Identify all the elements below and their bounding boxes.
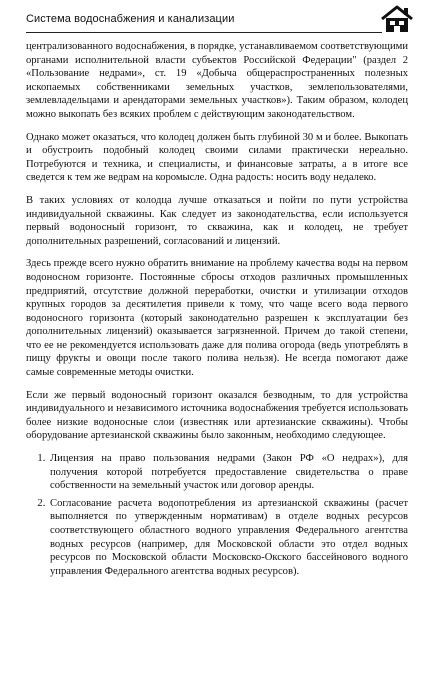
list-item: 1. Лицензия на право пользования недрами (Закон РФ «О недрах»), для получения которой потребуется предоставление свидетельства о праве собственности на земельный участок или договор аренды. [48, 452, 408, 493]
list-item: 2. Согласование расчета водопотребления из артезианской скважины (расчет выполняется по утвержденным нормативам) в отделе водных ресурсов соответствующего областного водного управления Федерального агентства водных ресурсов (например, для Московской области это отдел водных ресурсов по Московской области Московско-Окского бассейнового водного управления Федерального агентства водных ресурсов). [48, 497, 408, 579]
house-logo-icon [380, 4, 414, 34]
requirements-list [26, 452, 408, 578]
running-header [26, 10, 382, 33]
header-title: Система водоснабжения и канализации [26, 13, 235, 25]
paragraph-1: централизованного водоснабжения, в порядке, устанавливаемом соответствующими органами исполнительной власти субъектов Российской Федерации" (раздел 2 «Пользование недрами», ст. 19 «Добыча общераспространенных полезных ископаемых собственниками земельных участков, землепользователями, землевладельцами и арендаторами земельных участков»). Таким образом, колодец можно выкопать без всяких проблем с действующим законодательством. [26, 41, 408, 120]
paragraph-3: В таких условиях от колодца лучше отказаться и пойти по пути устройства индивидуальной скважины. Как следует из законодательства, если используется первый водоносный горизонт, то скважина, как и колодец, не требует дополнительных разрешений, согласований и лицензий. [26, 194, 408, 247]
paragraph-2: Однако может оказаться, что колодец должен быть глубиной 30 м и более. Выкопать и обустроить подобный колодец своими силами практически нереально. Потребуются и техника, и специалисты, и финансовые затраты, а в итоге все сведется к тем же ведрам на коромысле. Одна радость: носить воду недалеко. [26, 131, 408, 184]
paragraph-4: Здесь прежде всего нужно обратить внимание на проблему качества воды на первом водоносном горизонте. Постоянные сбросы отходов различных промышленных предприятий, отсутствие должной переработки, очистки и утилизации отходов крупных городов за десятилетия привели к тому, что чаще всего вода первого водоносного горизонта (который законодательно разрешен к эксплуатации без дополнительных лицензий) оказывается загрязненной. Причем до такой степени, что ее не рекомендуется использовать даже для полива огорода (ведь употреблять в пищу фрукты и овощи после такого полива нельзя). Не всегда помогают даже самые современные методы очистки. [26, 258, 408, 379]
paragraph-5: Если же первый водоносный горизонт оказался безводным, то для устройства индивидуального и независимого источника водоснабжения требуется использовать более низкие водоносные слои (известняк или артезианские скважины). Чтобы оборудование артезианской скважины было законным, необходимо следующее. [26, 389, 408, 442]
page-body [26, 40, 408, 582]
